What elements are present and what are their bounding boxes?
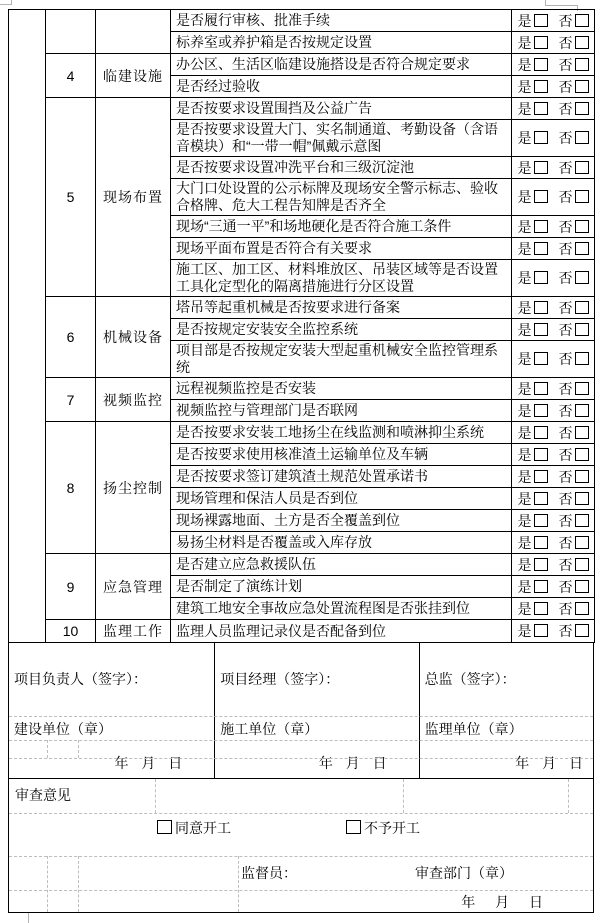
yes-option[interactable]	[518, 349, 548, 369]
group-number: 5	[46, 98, 96, 297]
group-category: 临建设施	[96, 54, 171, 98]
group-category: 现场布置	[96, 98, 171, 297]
yes-label: 是	[517, 34, 532, 51]
yes-no-cell	[512, 32, 595, 54]
yes-no-cell	[512, 98, 595, 120]
group-number: 6	[46, 297, 96, 378]
no-checkbox[interactable]	[575, 161, 589, 174]
group-category: 视频监控	[96, 378, 171, 422]
yes-no-cell	[512, 297, 595, 319]
checklist-row	[9, 554, 595, 576]
no-label: 否	[558, 534, 573, 551]
yes-checkbox[interactable]	[534, 58, 548, 71]
dashed-gridline	[47, 856, 48, 912]
no-option[interactable]	[559, 401, 589, 421]
yes-option[interactable]	[518, 320, 548, 340]
supervisor-label: 监督员：	[241, 865, 297, 881]
yes-label: 是	[517, 380, 532, 397]
reject-label: 不予开工	[364, 820, 420, 836]
dashed-gridline	[78, 740, 79, 758]
no-option[interactable]	[559, 423, 589, 443]
checklist-row	[9, 10, 595, 32]
no-label: 否	[558, 270, 573, 286]
yes-no-cell	[512, 466, 595, 488]
yes-checkbox[interactable]	[534, 382, 548, 395]
yes-label: 是	[517, 189, 532, 205]
no-label: 否	[558, 490, 573, 507]
yes-checkbox[interactable]	[534, 602, 548, 615]
no-label: 否	[558, 34, 573, 51]
check-item-text: 施工区、加工区、材料堆放区、吊装区域等是否设置工具化定型化的隔离措施进行分区设置	[171, 260, 512, 297]
yes-option[interactable]	[518, 445, 548, 465]
dashed-gridline	[9, 856, 593, 857]
gridline-remnant-bottom	[28, 913, 29, 923]
yes-checkbox[interactable]	[534, 301, 548, 314]
group-category	[96, 10, 171, 54]
reject-start-option[interactable]	[346, 818, 420, 838]
contractor-seal-label: 施工单位（章）	[220, 721, 319, 737]
no-label: 否	[558, 130, 573, 146]
yes-no-cell	[512, 76, 595, 98]
yes-checkbox[interactable]	[534, 352, 548, 365]
no-option[interactable]	[559, 33, 589, 53]
form-sheet	[8, 9, 594, 913]
yes-checkbox[interactable]	[534, 102, 548, 115]
check-item-text: 办公区、生活区临建设施搭设是否符合规定要求	[171, 54, 512, 76]
no-option[interactable]	[559, 55, 589, 75]
yes-no-cell	[512, 341, 595, 378]
yes-checkbox[interactable]	[534, 624, 548, 637]
no-label: 否	[558, 159, 573, 176]
dashed-gridline	[9, 758, 593, 759]
yes-no-cell	[512, 620, 595, 643]
yes-label: 是	[517, 299, 532, 316]
no-option[interactable]	[559, 621, 589, 641]
yes-label: 是	[517, 321, 532, 338]
no-checkbox[interactable]	[575, 382, 589, 395]
yes-option[interactable]	[518, 128, 548, 148]
gridline-remnant-top-left	[0, 4, 11, 5]
yes-checkbox[interactable]	[534, 131, 548, 144]
checklist-row	[9, 620, 595, 643]
no-option[interactable]	[559, 445, 589, 465]
yes-option[interactable]	[518, 187, 548, 207]
review-opinion-title: 审查意见	[15, 787, 71, 803]
no-checkbox[interactable]	[575, 404, 589, 417]
checklist-row	[9, 98, 595, 120]
yes-option[interactable]	[518, 401, 548, 421]
check-item-text: 远程视频监控是否安装	[171, 378, 512, 400]
no-label: 否	[558, 402, 573, 419]
construction-owner-seal-label: 建设单位（章）	[14, 721, 112, 737]
no-option[interactable]	[559, 77, 589, 97]
check-item-text: 是否履行审核、批准手续	[171, 10, 512, 32]
checklist-row	[9, 54, 595, 76]
check-item-text: 大门口处设置的公示标牌及现场安全警示标志、验收合格牌、危大工程告知牌是否齐全	[171, 179, 512, 216]
group-number: 10	[46, 620, 96, 643]
yes-no-cell	[512, 54, 595, 76]
no-checkbox[interactable]	[575, 220, 589, 233]
yes-label: 是	[517, 578, 532, 595]
group-number: 9	[46, 554, 96, 620]
group-number	[46, 10, 96, 54]
no-label: 否	[558, 100, 573, 117]
yes-option[interactable]	[518, 217, 548, 237]
yes-option[interactable]	[518, 158, 548, 178]
yes-option[interactable]	[518, 533, 548, 553]
yes-checkbox[interactable]	[534, 80, 548, 93]
inspection-checklist-table	[8, 9, 595, 643]
date-placeholder: 年 月 日	[515, 755, 583, 771]
no-option[interactable]	[559, 320, 589, 340]
dashed-gridline	[9, 890, 593, 891]
yes-option[interactable]	[518, 77, 548, 97]
no-label: 否	[558, 299, 573, 316]
yes-option[interactable]	[518, 467, 548, 487]
check-item-text: 是否按要求设置围挡及公益广告	[171, 98, 512, 120]
no-label: 否	[558, 56, 573, 73]
no-label: 否	[558, 380, 573, 397]
group-number: 4	[46, 54, 96, 98]
yes-no-cell	[512, 576, 595, 598]
yes-label: 是	[517, 623, 532, 639]
check-item-text: 监理人员监理记录仪是否配备到位	[171, 620, 512, 643]
yes-checkbox[interactable]	[534, 14, 548, 27]
yes-label: 是	[517, 600, 532, 617]
checklist-row	[9, 297, 595, 319]
yes-option[interactable]	[518, 55, 548, 75]
no-option[interactable]	[559, 11, 589, 31]
yes-no-cell	[512, 238, 595, 260]
yes-no-cell	[512, 260, 595, 297]
no-checkbox[interactable]	[575, 352, 589, 365]
no-checkbox[interactable]	[575, 426, 589, 439]
group-category: 扬尘控制	[96, 422, 171, 554]
yes-no-cell	[512, 216, 595, 238]
group-category: 监理工作	[96, 620, 171, 643]
check-item-text: 视频监控与管理部门是否联网	[171, 400, 512, 422]
yes-no-cell	[512, 400, 595, 422]
yes-no-cell	[512, 319, 595, 341]
no-checkbox[interactable]	[575, 536, 589, 549]
yes-label: 是	[517, 240, 532, 257]
yes-label: 是	[517, 78, 532, 95]
dashed-gridline	[568, 779, 569, 813]
no-option[interactable]	[559, 298, 589, 318]
no-label: 否	[558, 600, 573, 617]
no-label: 否	[558, 240, 573, 257]
checklist-row	[9, 422, 595, 444]
no-label: 否	[558, 556, 573, 573]
no-checkbox[interactable]	[575, 558, 589, 571]
no-checkbox[interactable]	[575, 448, 589, 461]
yes-checkbox[interactable]	[534, 161, 548, 174]
yes-no-cell	[512, 510, 595, 532]
yes-checkbox[interactable]	[534, 470, 548, 483]
dashed-gridline	[9, 813, 593, 814]
review-opinion-section	[8, 779, 594, 913]
yes-label: 是	[517, 56, 532, 73]
dashed-gridline	[78, 856, 79, 912]
yes-checkbox[interactable]	[534, 514, 548, 527]
yes-no-cell	[512, 157, 595, 179]
no-option[interactable]	[559, 158, 589, 178]
no-label: 否	[558, 623, 573, 639]
yes-checkbox[interactable]	[534, 580, 548, 593]
no-label: 否	[558, 218, 573, 235]
no-label: 否	[558, 351, 573, 367]
yes-checkbox[interactable]	[534, 492, 548, 505]
check-item-text: 塔吊等起重机械是否按要求进行备案	[171, 297, 512, 319]
check-item-text: 现场平面布置是否符合有关要求	[171, 238, 512, 260]
yes-option[interactable]	[518, 99, 548, 119]
yes-label: 是	[517, 556, 532, 573]
check-item-text: 现场管理和保洁人员是否到位	[171, 488, 512, 510]
yes-checkbox[interactable]	[534, 323, 548, 336]
yes-no-cell	[512, 179, 595, 216]
no-label: 否	[558, 424, 573, 441]
no-option[interactable]	[559, 467, 589, 487]
yes-option[interactable]	[518, 577, 548, 597]
date-placeholder: 年 月 日	[114, 755, 183, 771]
check-item-text: 是否经过验收	[171, 76, 512, 98]
group-number: 7	[46, 378, 96, 422]
signature-section	[8, 643, 594, 779]
yes-checkbox[interactable]	[534, 536, 548, 549]
yes-no-cell	[512, 10, 595, 32]
yes-checkbox[interactable]	[534, 190, 548, 203]
approve-checkbox[interactable]	[157, 820, 172, 834]
no-option[interactable]	[559, 99, 589, 119]
dashed-gridline	[155, 779, 156, 813]
yes-label: 是	[517, 159, 532, 176]
check-item-text: 是否按要求签订建筑渣土规范处置承诺书	[171, 466, 512, 488]
yes-checkbox[interactable]	[534, 448, 548, 461]
no-option[interactable]	[559, 511, 589, 531]
no-option[interactable]	[559, 268, 589, 288]
no-option[interactable]	[559, 555, 589, 575]
yes-checkbox[interactable]	[534, 220, 548, 233]
no-option[interactable]	[559, 599, 589, 619]
no-checkbox[interactable]	[575, 323, 589, 336]
checklist-row	[9, 378, 595, 400]
gridline-remnant-top-left-v	[11, 0, 12, 5]
yes-checkbox[interactable]	[534, 404, 548, 417]
yes-no-cell	[512, 444, 595, 466]
check-item-text: 是否按规定安装安全监控系统	[171, 319, 512, 341]
no-label: 否	[558, 78, 573, 95]
check-item-text: 建筑工地安全事故应急处置流程图是否张挂到位	[171, 598, 512, 620]
no-checkbox[interactable]	[575, 36, 589, 49]
yes-no-cell	[512, 120, 595, 157]
yes-option[interactable]	[518, 379, 548, 399]
yes-no-cell	[512, 422, 595, 444]
yes-no-cell	[512, 378, 595, 400]
check-item-text: 现场“三通一平”和场地硬化是否符合施工条件	[171, 216, 512, 238]
yes-option[interactable]	[518, 33, 548, 53]
yes-option[interactable]	[518, 298, 548, 318]
no-option[interactable]	[559, 187, 589, 207]
yes-option[interactable]	[518, 423, 548, 443]
dashed-gridline	[238, 856, 239, 912]
no-option[interactable]	[559, 379, 589, 399]
no-checkbox[interactable]	[575, 58, 589, 71]
check-item-text: 易扬尘材料是否覆盖或入库存放	[171, 532, 512, 554]
yes-option[interactable]	[518, 621, 548, 641]
yes-option[interactable]	[518, 511, 548, 531]
review-date-placeholder: 年 月 日	[461, 894, 543, 910]
no-checkbox[interactable]	[575, 271, 589, 284]
no-checkbox[interactable]	[575, 492, 589, 505]
approve-start-option[interactable]	[157, 818, 231, 838]
no-label: 否	[558, 12, 573, 29]
reject-checkbox[interactable]	[346, 820, 361, 834]
check-item-text: 标养室或养护箱是否按规定设置	[171, 32, 512, 54]
group-number: 8	[46, 422, 96, 554]
yes-label: 是	[517, 270, 532, 286]
yes-option[interactable]	[518, 11, 548, 31]
no-checkbox[interactable]	[575, 470, 589, 483]
no-label: 否	[558, 512, 573, 529]
no-option[interactable]	[559, 217, 589, 237]
yes-label: 是	[517, 512, 532, 529]
no-option[interactable]	[559, 489, 589, 509]
yes-option[interactable]	[518, 489, 548, 509]
check-item-text: 现场裸露地面、土方是否全覆盖到位	[171, 510, 512, 532]
approve-label: 同意开工	[175, 820, 231, 836]
yes-checkbox[interactable]	[534, 271, 548, 284]
project-leader-sign-label: 项目负责人（签字）：	[14, 671, 147, 687]
left-margin-column	[9, 10, 46, 643]
yes-label: 是	[517, 402, 532, 419]
no-checkbox[interactable]	[575, 80, 589, 93]
yes-no-cell	[512, 532, 595, 554]
group-category: 机械设备	[96, 297, 171, 378]
yes-no-cell	[512, 598, 595, 620]
yes-option[interactable]	[518, 239, 548, 259]
no-checkbox[interactable]	[575, 131, 589, 144]
check-item-text: 项目部是否按规定安装大型起重机械安全监控管理系统	[171, 341, 512, 378]
no-checkbox[interactable]	[575, 624, 589, 637]
no-option[interactable]	[559, 239, 589, 259]
check-item-text: 是否按要求使用核准渣土运输单位及车辆	[171, 444, 512, 466]
yes-option[interactable]	[518, 599, 548, 619]
no-checkbox[interactable]	[575, 514, 589, 527]
yes-no-cell	[512, 488, 595, 510]
no-option[interactable]	[559, 128, 589, 148]
yes-label: 是	[517, 468, 532, 485]
dashed-gridline	[9, 716, 593, 717]
yes-label: 是	[517, 12, 532, 29]
yes-option[interactable]	[518, 268, 548, 288]
yes-label: 是	[517, 351, 532, 367]
check-item-text: 是否建立应急救援队伍	[171, 554, 512, 576]
yes-label: 是	[517, 130, 532, 146]
yes-checkbox[interactable]	[534, 426, 548, 439]
no-label: 否	[558, 321, 573, 338]
no-option[interactable]	[559, 349, 589, 369]
yes-label: 是	[517, 424, 532, 441]
group-category: 应急管理	[96, 554, 171, 620]
yes-label: 是	[517, 218, 532, 235]
yes-label: 是	[517, 534, 532, 551]
no-option[interactable]	[559, 533, 589, 553]
no-checkbox[interactable]	[575, 301, 589, 314]
check-item-text: 是否制定了演练计划	[171, 576, 512, 598]
no-label: 否	[558, 468, 573, 485]
chief-supervisor-sign-label: 总监（签字）：	[424, 671, 516, 687]
yes-checkbox[interactable]	[534, 36, 548, 49]
check-item-text: 是否按要求设置大门、实名制通道、考勤设备（含语音模块）和“一带一帽”佩戴示意图	[171, 120, 512, 157]
supervision-unit-seal-label: 监理单位（章）	[424, 721, 523, 737]
review-department-seal-label: 审查部门（章）	[415, 865, 513, 881]
yes-label: 是	[517, 446, 532, 463]
yes-checkbox[interactable]	[534, 242, 548, 255]
no-checkbox[interactable]	[575, 102, 589, 115]
date-placeholder: 年 月 日	[318, 755, 387, 771]
yes-checkbox[interactable]	[534, 558, 548, 571]
yes-label: 是	[517, 100, 532, 117]
check-item-text: 是否按要求设置冲洗平台和三级沉淀池	[171, 157, 512, 179]
dashed-gridline	[403, 779, 404, 813]
gridline-remnant-top-right-h	[545, 5, 578, 6]
no-checkbox[interactable]	[575, 580, 589, 593]
dashed-gridline	[47, 740, 48, 758]
no-label: 否	[558, 578, 573, 595]
no-label: 否	[558, 189, 573, 205]
no-option[interactable]	[559, 577, 589, 597]
no-label: 否	[558, 446, 573, 463]
check-item-text: 是否按要求安装工地扬尘在线监测和喷淋抑尘系统	[171, 422, 512, 444]
dashed-gridline	[9, 740, 593, 741]
no-checkbox[interactable]	[575, 242, 589, 255]
yes-option[interactable]	[518, 555, 548, 575]
project-manager-sign-label: 项目经理（签字）：	[220, 671, 340, 687]
no-checkbox[interactable]	[575, 14, 589, 27]
yes-label: 是	[517, 490, 532, 507]
yes-no-cell	[512, 554, 595, 576]
no-checkbox[interactable]	[575, 190, 589, 203]
no-checkbox[interactable]	[575, 602, 589, 615]
